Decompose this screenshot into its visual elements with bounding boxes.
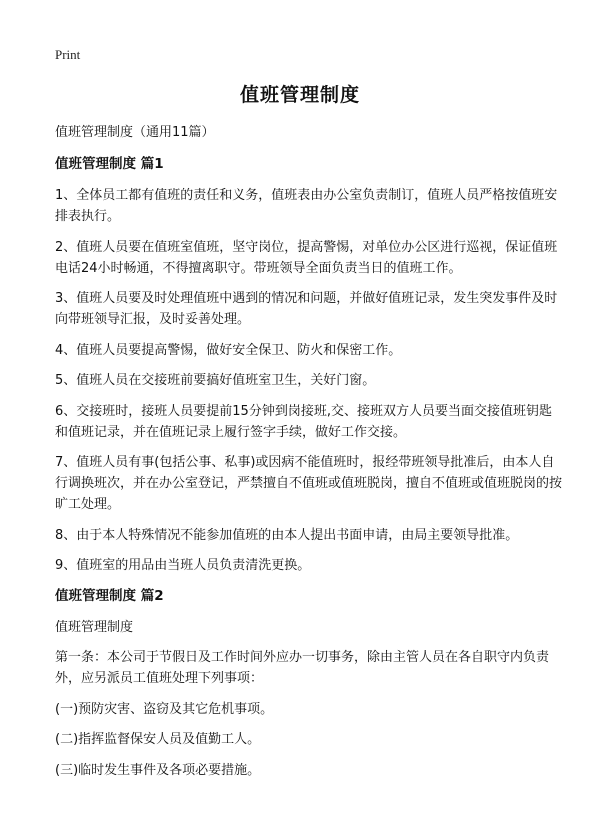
paragraph: 7、值班人员有事(包括公事、私事)或因病不能值班时，报经带班领导批准后，由本人自行调换班次，并在办公室登记，严禁擅自不值班或值班脱岗，擅自不值班或值班脱岗的按旷工处理。: [55, 455, 563, 512]
paragraph: (三)临时发生事件及各项必要措施。: [55, 762, 261, 778]
paragraph: (一)预防灾害、盗窃及其它危机事项。: [55, 701, 274, 717]
section-heading: 值班管理制度 篇2: [55, 587, 164, 604]
print-label[interactable]: Print: [55, 47, 81, 62]
paragraph: 2、值班人员要在值班室值班，坚守岗位，提高警惕，对单位办公区进行巡视，保证值班电话24小时畅通，不得擅离职守。带班领导全面负责当日的值班工作。: [55, 239, 558, 276]
paragraph: 3、值班人员要及时处理值班中遇到的情况和问题，并做好值班记录，发生突发事件及时向带班领导汇报，及时妥善处理。: [55, 291, 558, 327]
paragraph: (二)指挥监督保安人员及值勤工人。: [55, 732, 261, 747]
document-body: [55, 122, 562, 790]
paragraph: 1、全体员工都有值班的责任和义务，值班表由办公室负责制订，值班人员严格按值班安排表执行。: [55, 188, 558, 224]
section-heading: 值班管理制度 篇1: [55, 156, 164, 172]
document-title: 值班管理制度: [239, 84, 360, 106]
paragraph: 9、值班室的用品由当班人员负责清洗更换。: [55, 558, 311, 573]
document-subtitle: 值班管理制度（通用11篇）: [55, 125, 215, 140]
paragraph: 值班管理制度: [55, 619, 134, 635]
paragraph: 8、由于本人特殊情况不能参加值班的由本人提出书面申请，由局主要领导批准。: [55, 527, 519, 543]
paragraph: 5、值班人员在交接班前要搞好值班室卫生，关好门窗。: [55, 373, 376, 388]
paragraph: 6、交接班时，接班人员要提前15分钟到岗接班,交、接班双方人员要当面交接值班钥匙和值班记录，并在值班记录上履行签字手续，做好工作交接。: [55, 403, 552, 440]
paragraph: 4、值班人员要提高警惕，做好安全保卫、防火和保密工作。: [55, 342, 402, 358]
paragraph: 第一条：本公司于节假日及工作时间外应办一切事务，除由主管人员在各自职守内负责外，应另派员工值班处理下列事项：: [55, 650, 550, 686]
